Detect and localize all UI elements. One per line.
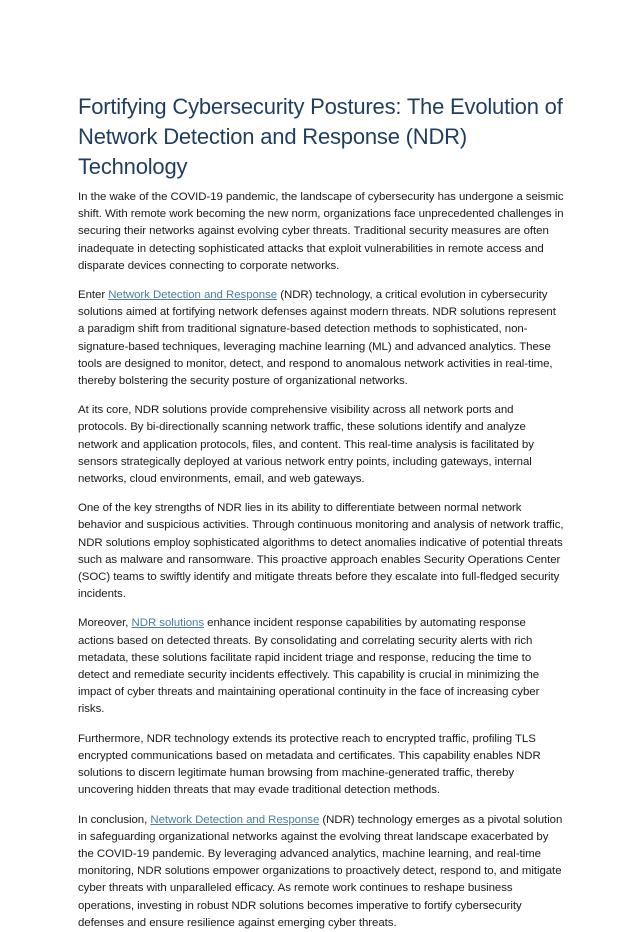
paragraph-text: enhance incident response capabilities by automating response actions based on detected threats. By consolidating and correlating security alerts with rich metadata, these solutions facilitate rapid incident triage and response, reducing the time to detect and remediate security incidents effectively. This capability is crucial in minimizing the impact of cyber threats and maintaining operational continuity in the face of increasing cyber risks. — [78, 617, 540, 716]
paragraph-conclusion — [78, 812, 564, 932]
paragraph-enter-ndr — [78, 287, 564, 390]
paragraph-text: In conclusion, — [78, 813, 151, 826]
paragraph-key-strengths: One of the key strengths of NDR lies in its ability to differentiate between normal network behavior and suspicious activities. Through continuous monitoring and analysis of network traffic, NDR solutions employ sophisticated algorithms to detect anomalies indicative of potential threats such as malware and ransomware. This proactive approach enables Security Operations Center (SOC) teams to swiftly identify and mitigate threats before they escalate into full-fledged security incidents. — [78, 502, 564, 601]
ndr-link[interactable]: Network Detection and Response — [108, 289, 278, 302]
paragraph-core: At its core, NDR solutions provide comprehensive visibility across all network ports and protocols. By bi-directionally scanning network traffic, these solutions identify and analyze network and application protocols, files, and content. This real-time analysis is facilitated by sensors strategically deployed at various network entry points, including gateways, internal networks, cloud environments, email, and web gateways. — [78, 404, 534, 486]
paragraph-text: Moreover, — [78, 617, 132, 630]
paragraph-text: (NDR) technology, a critical evolution in cybersecurity solutions aimed at fortifying network defenses against modern threats. NDR solutions represent a paradigm shift from traditional signature-based detection methods to sophisticated, non-signature-based techniques, leveraging machine learning (ML) and advanced analytics. These tools are designed to monitor, detect, and respond to anomalous network activities in real-time, thereby bolstering the security posture of organizational networks. — [78, 289, 556, 388]
paragraph-moreover — [78, 615, 564, 718]
paragraph-text: Enter — [78, 289, 109, 302]
paragraph-text: (NDR) technology emerges as a pivotal solution in safeguarding organizational networks against the evolving threat landscape exacerbated by the COVID-19 pandemic. By leveraging advanced analytics, machine learning, and real-time monitoring, NDR solutions empower organizations to proactively detect, respond to, and mitigate cyber threats with unparalleled efficacy. As remote work continues to reshape business operations, investing in robust NDR solutions becomes imperative to fortify cybersecurity defenses and ensure resilience against emerging cyber threats. — [78, 813, 563, 929]
paragraph-furthermore: Furthermore, NDR technology extends its protective reach to encrypted traffic, profiling TLS encrypted communications based on metadata and certificates. This capability enables NDR solutions to discern legitimate human browsing from machine-generated traffic, thereby uncovering hidden threats that may evade traditional detection methods. — [78, 732, 541, 797]
page-title: Fortifying Cybersecurity Postures: The Evolution of Network Detection and Response (NDR) Technology — [78, 94, 563, 179]
paragraph-intro: In the wake of the COVID-19 pandemic, the landscape of cybersecurity has undergone a seismic shift. With remote work becoming the new norm, organizations face unprecedented challenges in securing their networks against evolving cyber threats. Traditional security measures are often inadequate in detecting sophisticated attacks that exploit vulnerabilities in remote access and disparate devices connecting to corporate networks. — [78, 191, 564, 272]
ndr-conclusion-link[interactable]: Network Detection and Response — [150, 813, 320, 826]
ndr-solutions-link[interactable]: NDR solutions — [131, 617, 204, 630]
